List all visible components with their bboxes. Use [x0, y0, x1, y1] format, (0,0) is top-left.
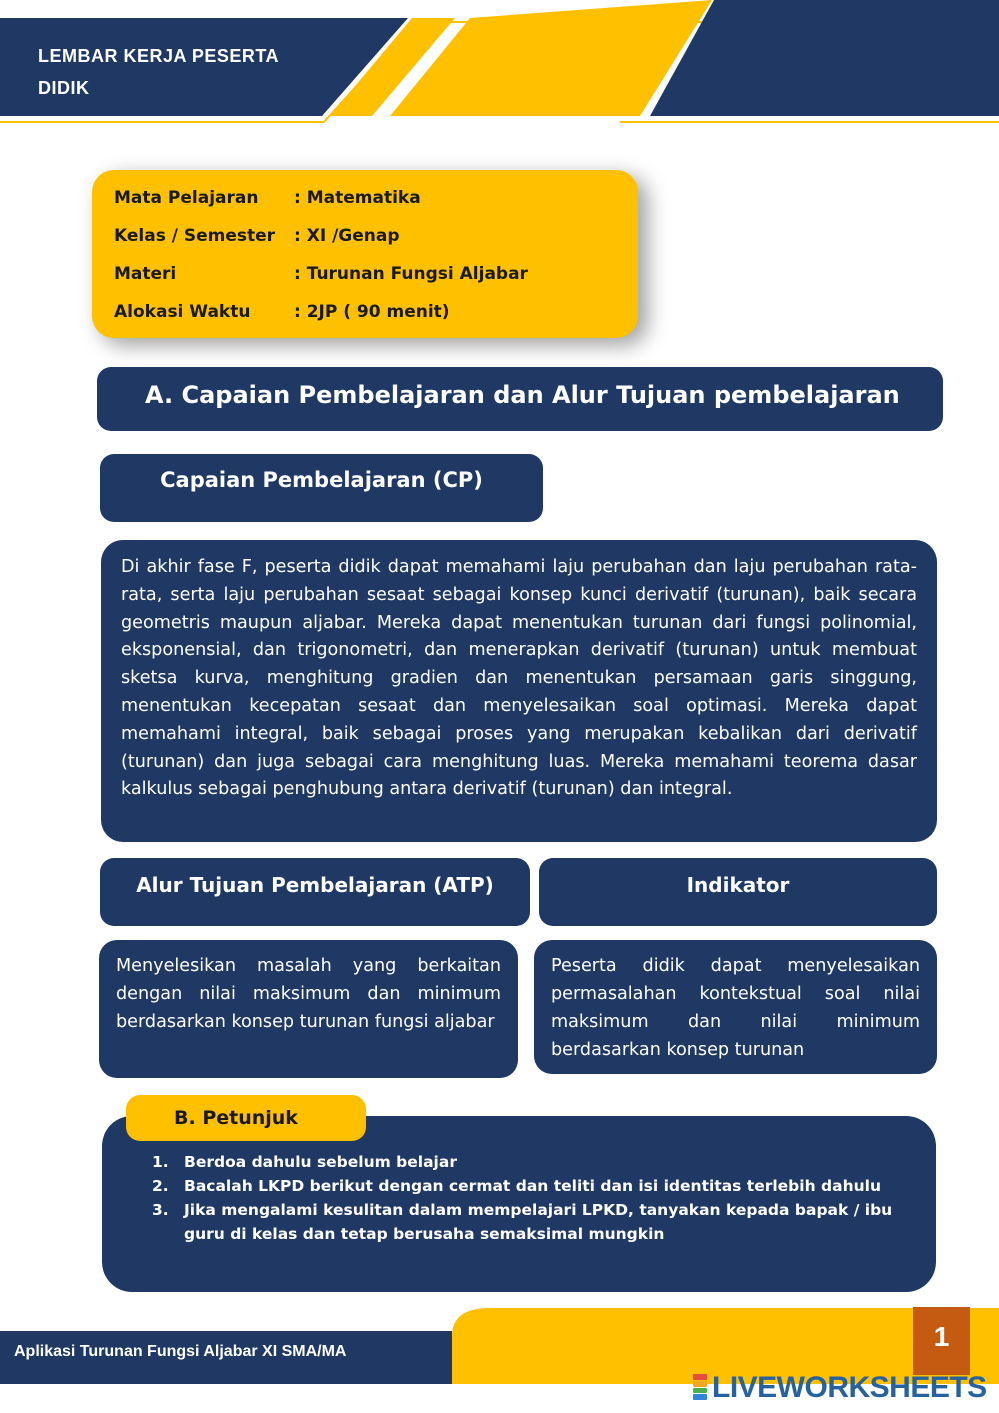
- atp-heading-box: [100, 858, 530, 926]
- cp-text: Di akhir fase F, peserta didik dapat memahami laju perubahan dan laju perubahan rata-rata, serta laju perubahan sesaat sebagai konsep kunci derivatif (turunan), baik secara geometris maupun aljabar. Mereka dapat menentukan turunan dari fungsi polinomial, eksponensial, dan trigonometri, dan menerapkan derivatif (turunan) untuk membuat sketsa kurva, menghitung gradien dan menentukan persamaan garis singgung, menentukan kecepatan sesaat dan menyelesaikan soal optimasi. Mereka dapat memahami integral, baik sebagai proses yang merupakan kebalikan dari derivatif (turunan) dan juga sebagai cara menghitung luas. Mereka memahami teorema dasar kalkulus sebagai penghubung antara derivatif (turunan) dan integral.: [121, 557, 917, 800]
- atp-text-box: [99, 940, 518, 1078]
- cp-text-box: [101, 540, 937, 842]
- worksheet-title-line2: DIDIK: [38, 78, 90, 98]
- indikator-text: Peserta didik dapat menyelesaikan permasalahan kontekstual soal nilai maksimum dan nilai minimum berdasarkan konsep turunan: [551, 956, 920, 1060]
- petunjuk-tab: [126, 1095, 366, 1141]
- atp-text: Menyelesikan masalah yang berkaitan dengan nilai maksimum dan minimum berdasarkan konsep turunan fungsi aljabar: [116, 956, 501, 1032]
- info-value: : 2JP ( 90 menit): [294, 302, 450, 322]
- info-label: Materi: [114, 264, 177, 284]
- info-value: : XI /Genap: [294, 226, 400, 246]
- cp-heading-box: [100, 454, 543, 522]
- section-a-title: A. Capaian Pembelajaran dan Alur Tujuan pembelajaran: [145, 381, 900, 409]
- petunjuk-box: [102, 1116, 936, 1292]
- info-row-subject: [114, 188, 421, 208]
- list-item: [152, 1198, 922, 1246]
- worksheet-title: [38, 40, 358, 104]
- info-value: : Turunan Fungsi Aljabar: [294, 264, 528, 284]
- liveworksheets-logo-icon: [693, 1374, 707, 1400]
- cp-heading: Capaian Pembelajaran (CP): [160, 468, 483, 492]
- subject-info-box: [92, 170, 638, 338]
- info-label: Kelas / Semester: [114, 226, 276, 246]
- list-number: 3.: [152, 1201, 169, 1219]
- footer-caption: Aplikasi Turunan Fungsi Aljabar XI SMA/MA: [14, 1343, 347, 1360]
- worksheet-title-line1: LEMBAR KERJA PESERTA: [38, 46, 280, 66]
- info-row-class: [114, 226, 400, 246]
- indikator-heading-box: [539, 858, 937, 926]
- page-number-box: [913, 1307, 970, 1375]
- page-number: 1: [933, 1321, 950, 1352]
- list-text: Berdoa dahulu sebelum belajar: [184, 1153, 457, 1171]
- info-row-time: [114, 302, 450, 322]
- list-number: 2.: [152, 1177, 169, 1195]
- atp-heading: Alur Tujuan Pembelajaran (ATP): [136, 873, 494, 897]
- indikator-heading: Indikator: [686, 873, 790, 897]
- list-item: [152, 1150, 922, 1174]
- info-label: Alokasi Waktu: [114, 302, 251, 322]
- list-text: Bacalah LKPD berikut dengan cermat dan teliti dan isi identitas terlebih dahulu: [184, 1177, 881, 1195]
- list-item: [152, 1174, 922, 1198]
- indikator-text-box: [534, 940, 937, 1074]
- info-row-material: [114, 264, 528, 284]
- petunjuk-list: [152, 1150, 922, 1246]
- list-text: Jika mengalami kesulitan dalam mempelajari LPKD, tanyakan kepada bapak / ibu guru di kelas dan tetap berusaha semaksimal mungkin: [184, 1201, 893, 1243]
- list-number: 1.: [152, 1153, 169, 1171]
- petunjuk-title: B. Petunjuk: [174, 1107, 298, 1129]
- info-label: Mata Pelajaran: [114, 188, 259, 208]
- section-a-heading: [97, 367, 943, 431]
- liveworksheets-watermark[interactable]: LIVEWORKSHEETS: [712, 1371, 987, 1404]
- info-value: : Matematika: [294, 188, 421, 208]
